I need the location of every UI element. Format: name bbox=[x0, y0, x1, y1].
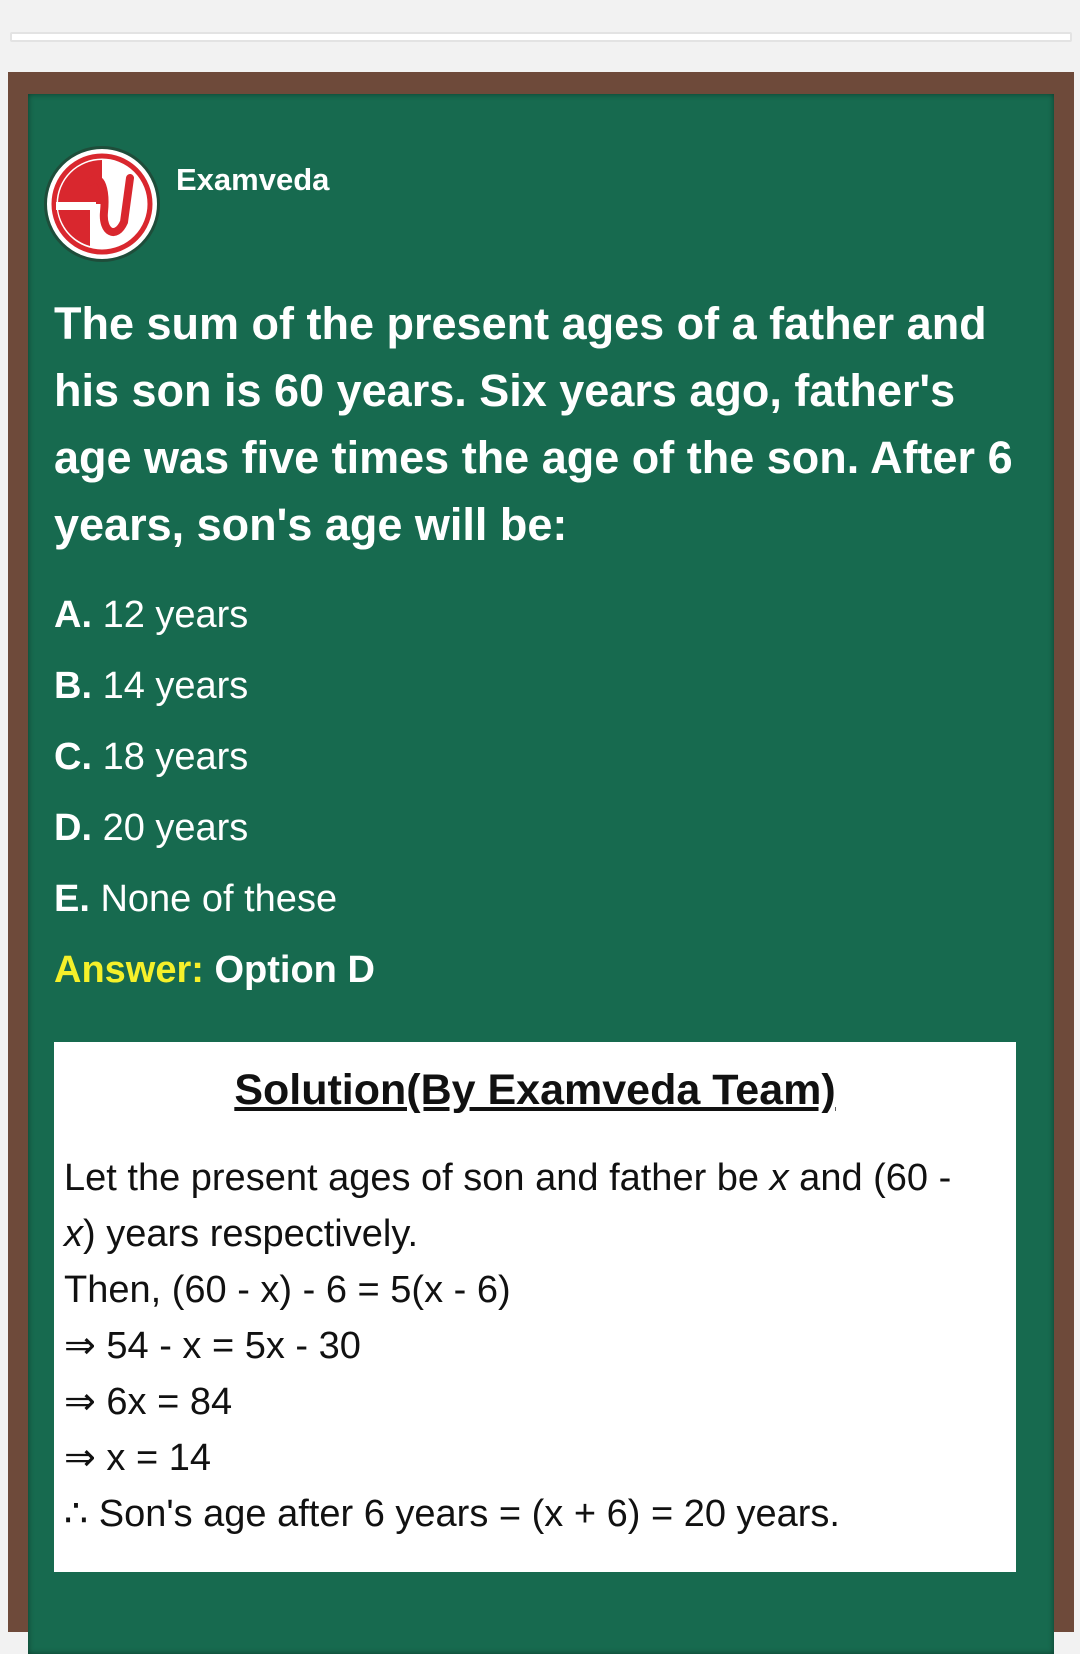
option-letter: B. bbox=[54, 665, 92, 707]
top-bar bbox=[10, 32, 1072, 42]
solution-body bbox=[64, 1150, 1006, 1542]
question-text: The sum of the present ages of a father and his son is 60 years. Six years ago, father's age was five times the age of the son. After 6 years, son's age will be: bbox=[54, 298, 1013, 550]
solution-variable: x bbox=[64, 1213, 83, 1255]
solution-line-1 bbox=[64, 1150, 1006, 1206]
solution-line-2 bbox=[64, 1206, 1006, 1262]
solution-line-4: ⇒ 54 - x = 5x - 30 bbox=[64, 1325, 361, 1367]
option-text: 14 years bbox=[102, 665, 249, 707]
solution-text: ) years respectively. bbox=[83, 1213, 419, 1255]
option-letter: D. bbox=[54, 807, 92, 849]
option-b[interactable] bbox=[54, 651, 1014, 722]
option-e[interactable] bbox=[54, 864, 1014, 935]
answer-line bbox=[54, 935, 1014, 1006]
examveda-logo-icon bbox=[44, 146, 160, 262]
solution-title: Solution(By Examveda Team) bbox=[234, 1066, 836, 1114]
brand-name: Examveda bbox=[176, 162, 330, 197]
option-text: 12 years bbox=[102, 594, 249, 636]
options-list bbox=[54, 580, 1014, 1006]
option-d[interactable] bbox=[54, 793, 1014, 864]
option-letter: E. bbox=[54, 878, 90, 920]
solution-text: Let the present ages of son and father be bbox=[64, 1157, 770, 1199]
chalkboard-frame bbox=[8, 72, 1074, 1632]
solution-text: and (60 - bbox=[788, 1157, 962, 1199]
option-text: 18 years bbox=[102, 736, 249, 778]
option-letter: C. bbox=[54, 736, 92, 778]
option-c[interactable] bbox=[54, 722, 1014, 793]
solution-line-7: ∴ Son's age after 6 years = (x + 6) = 20 years. bbox=[64, 1493, 840, 1535]
brand-header bbox=[44, 146, 329, 262]
option-text: None of these bbox=[100, 878, 338, 920]
option-a[interactable] bbox=[54, 580, 1014, 651]
answer-label: Answer: bbox=[54, 949, 204, 991]
solution-line-3: Then, (60 - x) - 6 = 5(x - 6) bbox=[64, 1269, 511, 1311]
solution-variable: x bbox=[769, 1157, 789, 1199]
solution-line-5: ⇒ 6x = 84 bbox=[64, 1381, 233, 1423]
solution-box bbox=[54, 1042, 1016, 1572]
answer-value: Option D bbox=[214, 949, 375, 991]
solution-line-6: ⇒ x = 14 bbox=[64, 1437, 211, 1479]
option-text: 20 years bbox=[102, 807, 249, 849]
chalkboard bbox=[28, 94, 1054, 1654]
option-letter: A. bbox=[54, 594, 92, 636]
